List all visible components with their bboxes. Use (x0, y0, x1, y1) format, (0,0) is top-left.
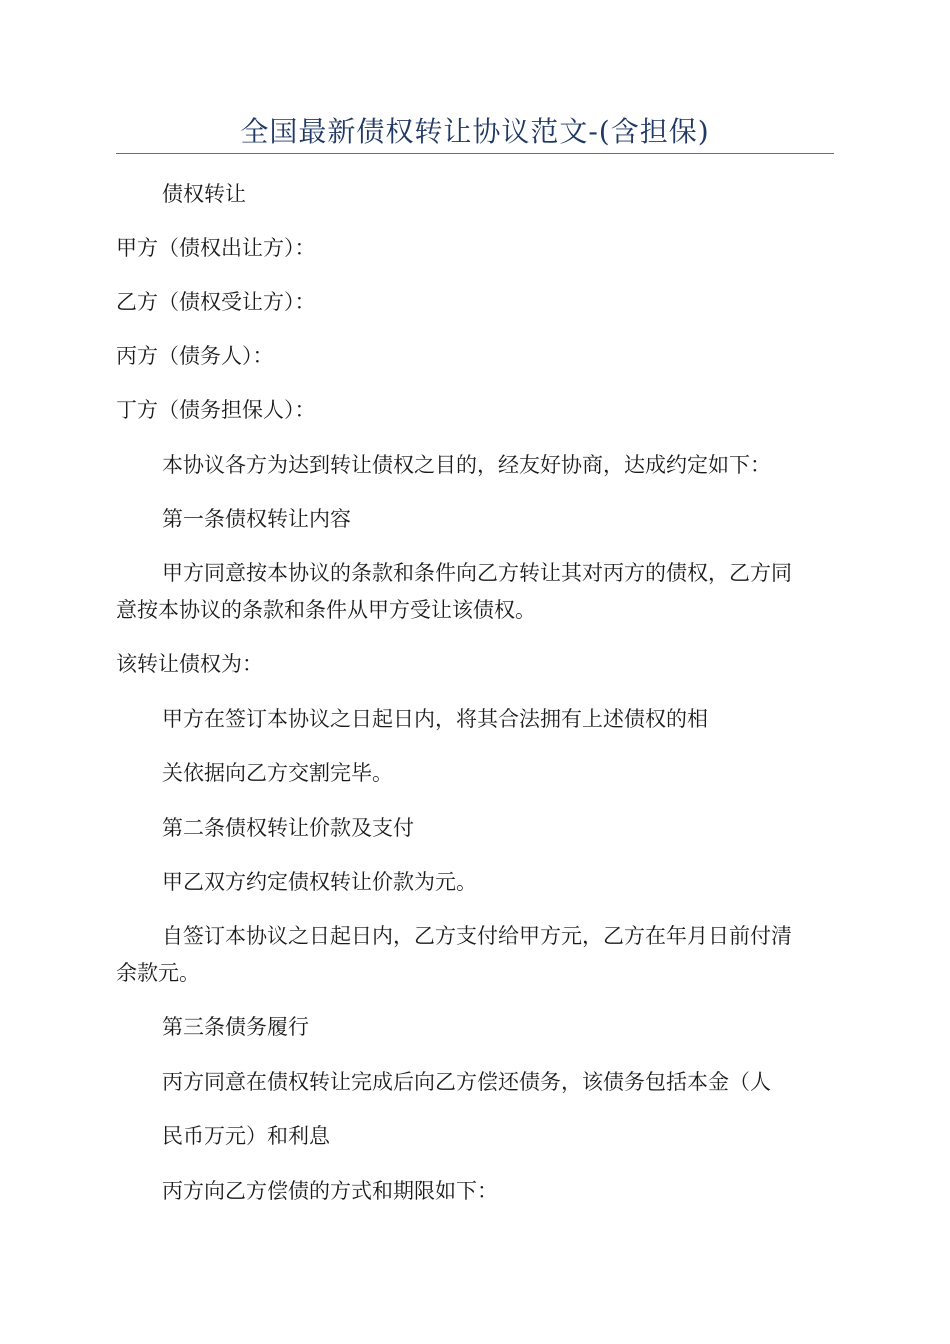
section-heading: 债权转让 (162, 182, 246, 206)
article-1-paragraph-line-2: 意按本协议的条款和条件从甲方受让该债权。 (116, 598, 536, 622)
performance-paragraph-line-2: 民币万元）和利息 (162, 1124, 330, 1148)
payment-paragraph-line-2: 余款元。 (116, 961, 200, 985)
document-title: 全国最新债权转让协议范文-(含担保) (240, 115, 710, 148)
party-d-line: 丁方（债务担保人）： (116, 398, 316, 422)
article-1-paragraph-line-1: 甲方同意按本协议的条款和条件向乙方转让其对丙方的债权，乙方同 (162, 561, 792, 585)
party-c-line: 丙方（债务人）： (116, 344, 274, 368)
delivery-paragraph-line-2: 关依据向乙方交割完毕。 (162, 761, 393, 785)
repayment-method-line: 丙方向乙方偿债的方式和期限如下： (162, 1179, 498, 1203)
price-paragraph: 甲乙双方约定债权转让价款为元。 (162, 870, 477, 894)
title-underline (116, 153, 834, 154)
performance-paragraph-line-1: 丙方同意在债权转让完成后向乙方偿还债务，该债务包括本金（人 (162, 1070, 771, 1094)
preamble-paragraph: 本协议各方为达到转让债权之目的，经友好协商，达成约定如下： (162, 453, 771, 477)
delivery-paragraph-line-1: 甲方在签订本协议之日起日内，将其合法拥有上述债权的相 (162, 707, 708, 731)
party-b-line: 乙方（债权受让方）： (116, 290, 316, 314)
article-1-heading: 第一条债权转让内容 (162, 507, 351, 531)
payment-paragraph-line-1: 自签订本协议之日起日内，乙方支付给甲方元，乙方在年月日前付清 (162, 924, 792, 948)
transferred-debt-line: 该转让债权为： (116, 652, 263, 676)
article-3-heading: 第三条债务履行 (162, 1015, 309, 1039)
article-2-heading: 第二条债权转让价款及支付 (162, 816, 414, 840)
party-a-line: 甲方（债权出让方）： (116, 236, 316, 260)
